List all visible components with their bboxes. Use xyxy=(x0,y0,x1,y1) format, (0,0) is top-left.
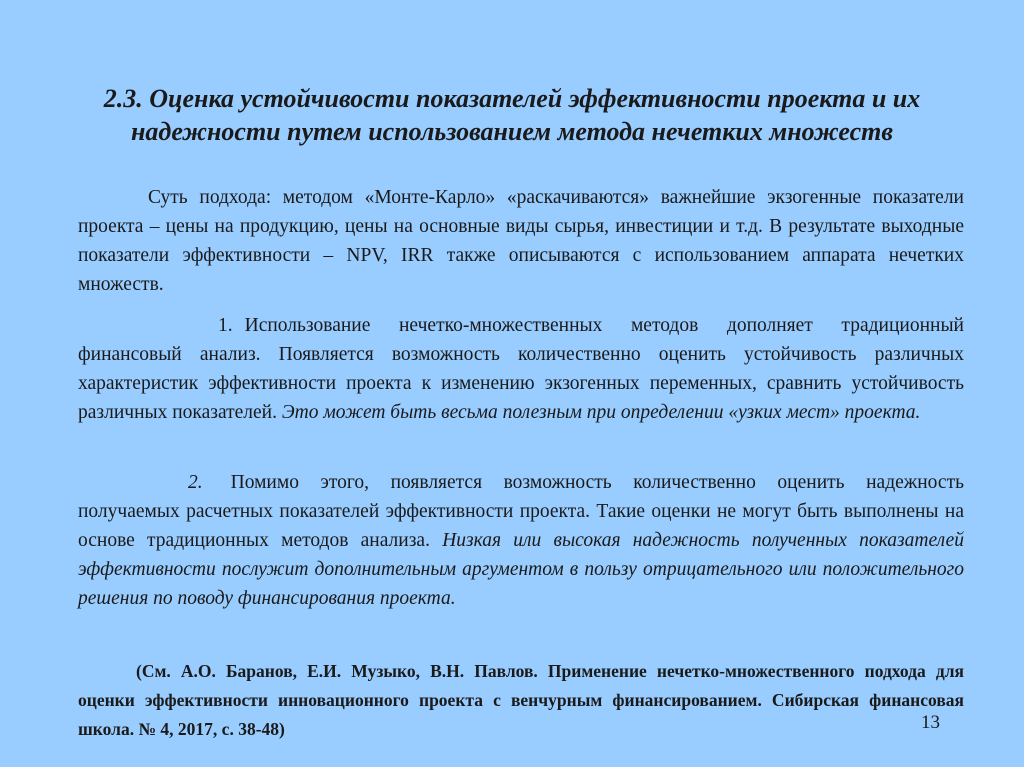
list-item-1-number: 1. xyxy=(218,315,233,336)
intro-paragraph: Суть подхода: методом «Монте-Карло» «раскачиваются» важнейшие экзогенные показатели проекта – цены на продукцию, цены на основные виды сырья, инвестиции и т.д. В результате выходные показатели эффективности – NPV, IRR также описываются с использованием аппарата нечетких множеств. xyxy=(78,187,964,295)
slide-title: 2.3. Оценка устойчивости показателей эффективности проекта и их надежности путем использованием метода нечетких множеств xyxy=(103,84,921,146)
reference-citation: (См. А.О. Баранов, Е.И. Музыко, В.Н. Павлов. Применение нечетко-множественного подхода для оценки эффективности инновационного проекта с венчурным финансированием. Сибирская финансовая школа. № 4, 2017, с. 38-48) xyxy=(78,661,964,739)
list-item-1 xyxy=(78,311,964,427)
list-item-2-text: Помимо этого, появляется возможность количественно оценить надежность получаемых расчетных показателей эффективности проекта. Такие оценки не могут быть выполнены на основе традиционных методов анализа. xyxy=(78,472,964,551)
list-item-1-text: Использование нечетко-множественных методов дополняет традиционный финансовый анализ. Появляется возможность количественно оценить устойчивость различных характеристик эффективности проекта к изменению экзогенных переменных, сравнить устойчивость различных показателей. xyxy=(78,315,964,423)
list-item-2 xyxy=(78,468,964,613)
list-item-1-emphasis: Это может быть весьма полезным при определении «узких мест» проекта. xyxy=(281,402,921,423)
list-item-2-emphasis: Низкая или высокая надежность полученных показателей эффективности послужит дополнительным аргументом в пользу отрицательного или положительного решения по поводу финансирования проекта. xyxy=(78,530,965,609)
list-item-2-number: 2. xyxy=(188,472,203,493)
page-number: 13 xyxy=(921,712,940,733)
